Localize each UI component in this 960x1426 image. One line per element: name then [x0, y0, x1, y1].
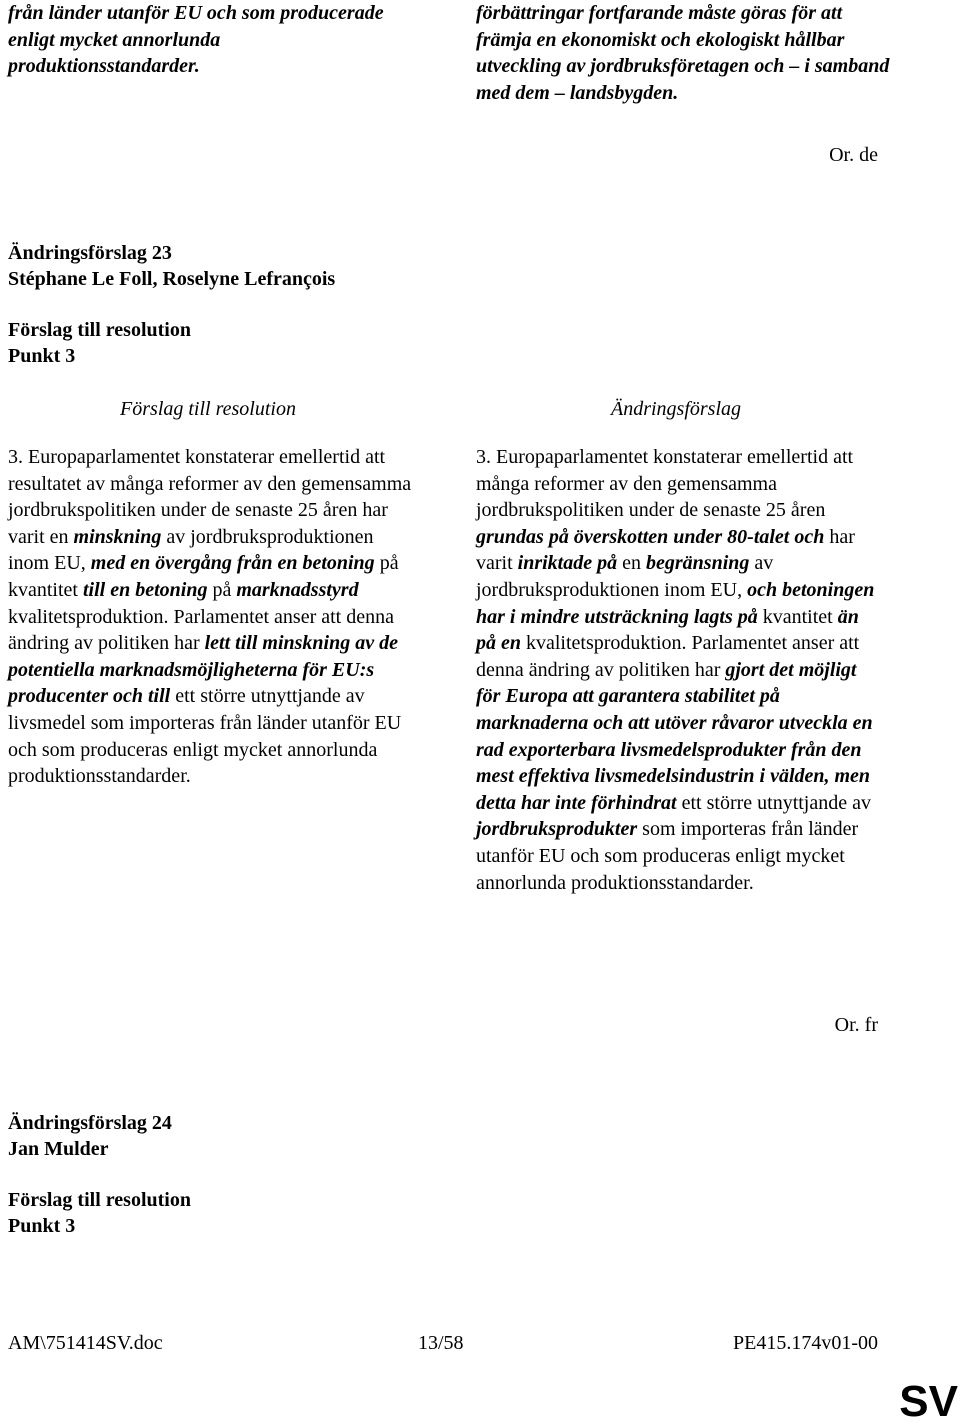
emphasis-segment: lett till minskning av de potentiella marknadsmöjligheterna för EU:s producenter och till [8, 632, 398, 708]
emphasis-segment: gjort det möjligt för Europa att garantera stabilitet på marknaderna och att utöver råvaror utveckla en rad exporterbara livsmedelsprodukter från den mest effektiva livsmedelsindustrin i välden, men detta har inte förhindrat [476, 658, 873, 814]
emphasis-segment: inriktade på [517, 552, 618, 575]
text-segment: av jordbruksproduktionen inom EU, [476, 552, 774, 601]
emphasis-segment: jordbruksprodukter [476, 818, 638, 841]
text-segment: kvalitetsproduktion. Parlamentet anser att denna ändring av politiken har [476, 632, 860, 681]
emphasis-segment: med en övergång från en betoning [90, 552, 375, 575]
top-left-text: från länder utanför EU och som producerade enligt mycket annorlunda produktionsstandarder. [8, 2, 384, 78]
text-segment: av jordbruksproduktionen inom EU, [8, 525, 374, 575]
language-code: SV [899, 1377, 958, 1426]
original-language-fr: Or. fr [834, 1014, 878, 1036]
amendment-24-subject: Förslag till resolution [8, 1189, 191, 1211]
column-header-proposal: Förslag till resolution [120, 398, 296, 420]
top-left-continuation [8, 0, 388, 80]
emphasis-segment: begränsning [646, 552, 750, 575]
amendment-24-authors: Jan Mulder [8, 1138, 109, 1160]
emphasis-segment: och betoningen har i mindre utsträckning lagts på [476, 578, 875, 628]
text-segment: ett större utnyttjande av [676, 791, 871, 814]
text-segment: kvalitetsproduktion. Parlamentet anser att denna ändring av politiken har [8, 605, 394, 655]
amendment-23-authors: Stéphane Le Foll, Roselyne Lefrançois [8, 268, 336, 290]
column-header-amendment: Ändringsförslag [610, 398, 742, 420]
emphasis-segment: till en betoning [82, 578, 208, 601]
amendment-23-subject: Förslag till resolution [8, 319, 191, 341]
text-segment: 3. Europaparlamentet konstaterar emellertid att resultatet av många reformer av den gemensamma jordbrukspolitiken under de senaste 25 åren har varit en [8, 446, 412, 548]
text-segment: på kvantitet [8, 552, 399, 601]
amendment-24-point: Punkt 3 [8, 1215, 76, 1237]
amendment-23-point: Punkt 3 [8, 345, 76, 367]
footer-reference: PE415.174v01-00 [733, 1332, 878, 1354]
text-segment: ett större utnyttjande av livsmedel som importeras från länder utanför EU och som produceras enligt mycket annorlunda produktionsstandarder. [8, 685, 402, 788]
top-right-continuation [476, 0, 896, 106]
text-segment: på [207, 578, 237, 601]
footer-page-number: 13/58 [418, 1332, 464, 1354]
amendment-23-title: Ändringsförslag 23 [8, 242, 172, 264]
top-right-text: förbättringar fortfarande måste göras för att främja en ekonomiskt och ekologiskt hållbar utveckling av jordbruksföretagen och – i samband med dem – landsbygden. [476, 2, 890, 104]
amendment-24-title: Ändringsförslag 24 [8, 1112, 172, 1134]
emphasis-segment: än på en [476, 605, 859, 655]
emphasis-segment: grundas på överskotten under 80-talet och [476, 525, 825, 548]
text-segment: en [617, 552, 646, 575]
amendment-23-original-text [8, 444, 413, 790]
amendment-23-amended-text [476, 444, 881, 896]
footer-document-id: AM\751414SV.doc [8, 1332, 163, 1354]
emphasis-segment: minskning [73, 525, 162, 548]
text-segment: som importeras från länder utanför EU och som produceras enligt mycket annorlunda produktionsstandarder. [476, 818, 859, 894]
text-segment: 3. Europaparlamentet konstaterar emellertid att många reformer av den gemensamma jordbrukspolitiken under de senaste 25 åren [476, 446, 854, 522]
text-segment: kvantitet [757, 605, 838, 628]
emphasis-segment: marknadsstyrd [236, 578, 359, 601]
text-segment: har varit [476, 525, 855, 575]
original-language-de: Or. de [829, 144, 878, 166]
